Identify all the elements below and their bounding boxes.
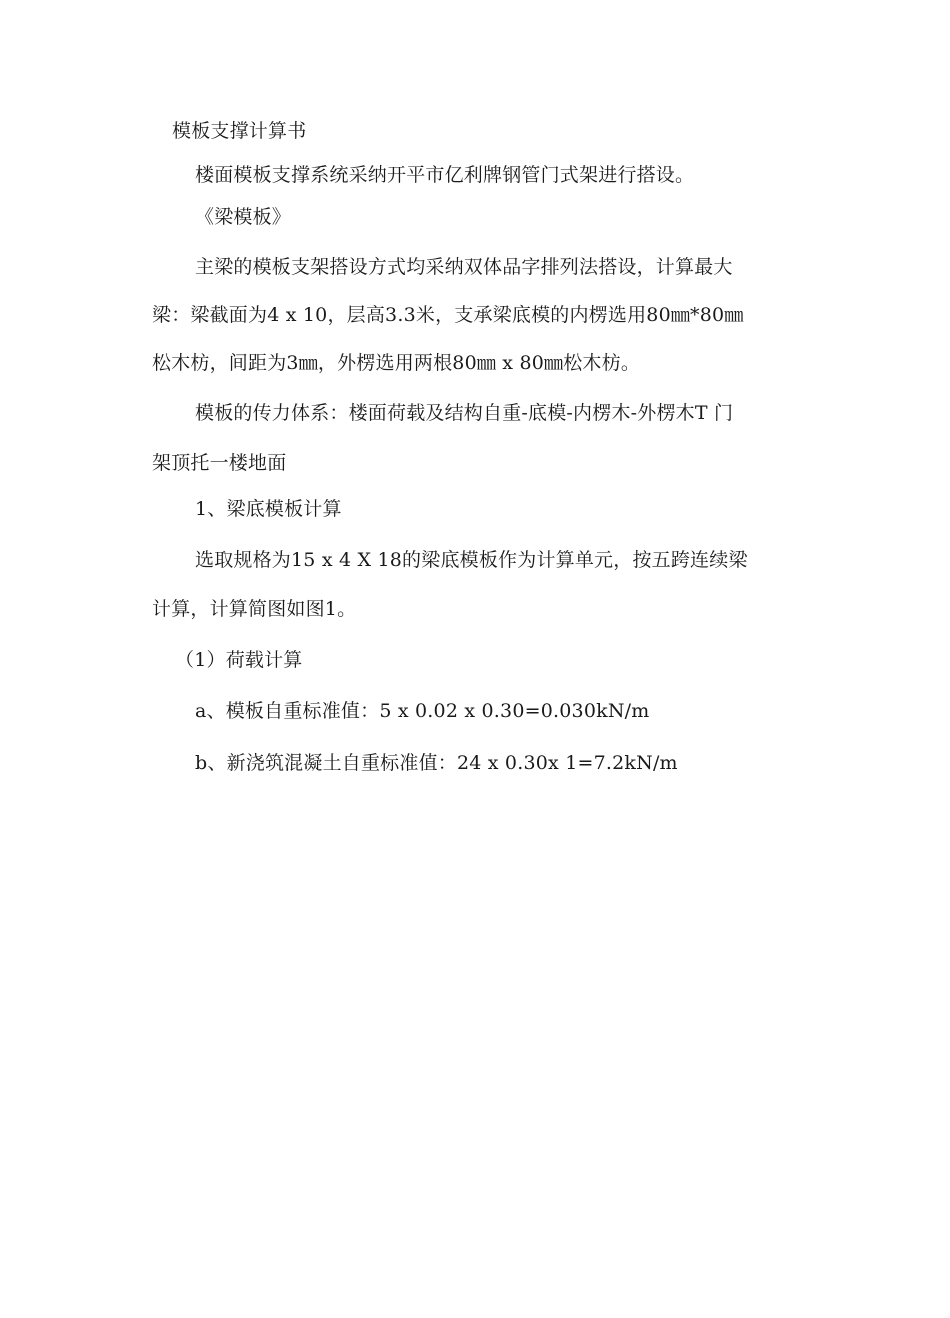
document-title: 模板支撑计算书 <box>172 120 307 142</box>
paragraph-support-system: 楼面模板支撑系统采纳开平市亿利牌钢管门式架进行搭设。 <box>195 164 695 186</box>
load-item-a: a、模板自重标准值：5 x 0.02 x 0.30=0.030kN/m <box>195 700 650 722</box>
subsection-heading-beam-bottom: 1、梁底模板计算 <box>195 498 342 520</box>
paragraph-main-beam-line-2: 梁：梁截面为4 x 10，层高3.3米，支承梁底模的内楞选用80㎜*80㎜ <box>152 304 744 326</box>
load-item-b: b、新浇筑混凝土自重标准值：24 x 0.30x 1=7.2kN/m <box>195 752 678 774</box>
paragraph-load-path-line-1: 模板的传力体系：楼面荷载及结构自重-底模-内楞木-外楞木T 门 <box>195 402 734 424</box>
section-heading-beam-formwork: 《梁模板》 <box>195 206 292 228</box>
paragraph-main-beam-line-3: 松木枋，间距为3㎜，外楞选用两根80㎜ x 80㎜松木枋。 <box>152 352 641 374</box>
paragraph-calc-unit-line-1: 选取规格为15 x 4 X 18的梁底模板作为计算单元，按五跨连续梁 <box>195 549 748 571</box>
paragraph-main-beam-line-1: 主梁的模板支架搭设方式均采纳双体品字排列法搭设，计算最大 <box>195 256 733 278</box>
subsection-heading-load-calc: （1）荷载计算 <box>175 649 303 671</box>
paragraph-calc-unit-line-2: 计算，计算简图如图1。 <box>152 598 357 620</box>
paragraph-load-path-line-2: 架顶托一楼地面 <box>152 452 287 474</box>
